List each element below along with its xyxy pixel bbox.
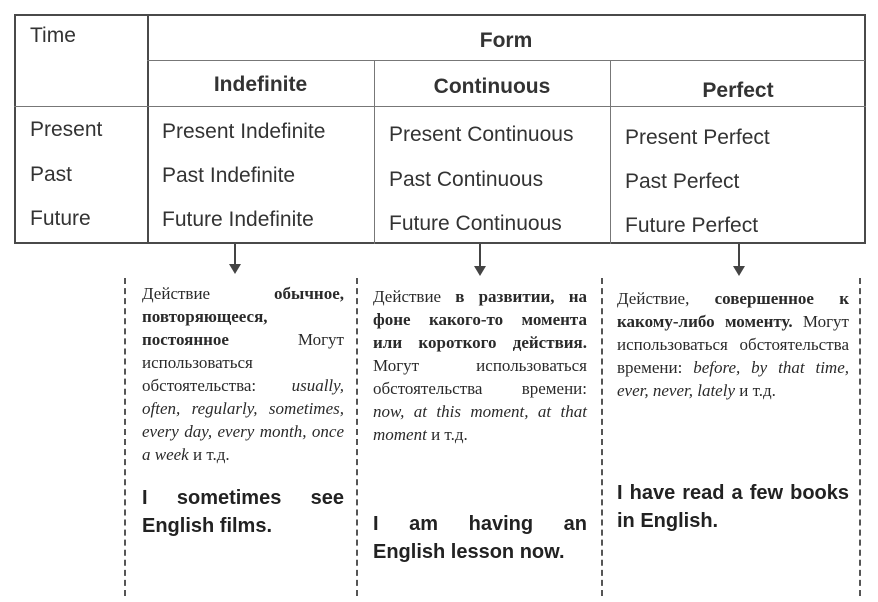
note-perfect: [617, 287, 849, 402]
row-label-past: Past: [30, 163, 73, 186]
arrow-head-continuous: [474, 266, 486, 276]
note-continuous-desc-end: Могут использоваться обстоятельства времени:: [373, 356, 587, 398]
table-border-top: [14, 14, 866, 16]
dashed-line-3: [601, 278, 603, 596]
form-header: Form: [479, 29, 533, 52]
note-continuous: [373, 285, 587, 446]
note-perfect-desc-end: Могут использоваться обстоятельства времени:: [617, 312, 849, 377]
cell-past-continuous: Past Continuous: [389, 168, 544, 191]
note-indefinite-desc-start: Действие: [142, 284, 275, 303]
cell-future-perfect: Future Perfect: [625, 214, 759, 237]
note-indefinite-adverbs: usually, often, regularly, sometimes, every day, every month, once a week: [142, 376, 344, 464]
note-indefinite-etc: и т.д.: [188, 445, 230, 464]
example-continuous: I am having an English lesson now.: [373, 513, 587, 563]
note-continuous-desc-start: Действие: [373, 287, 456, 306]
note-indefinite-desc-bold: обычное, повторяющееся, постоянное: [142, 284, 344, 349]
cell-present-indefinite: Present Indefinite: [162, 120, 326, 143]
dashed-line-4: [859, 278, 861, 596]
cell-present-perfect: Present Perfect: [625, 126, 770, 149]
cell-future-continuous: Future Continuous: [389, 212, 562, 235]
note-continuous-desc-bold: в развитии, на фоне какого-то момента или короткого действия.: [373, 287, 587, 352]
note-perfect-desc-start: Действие,: [617, 289, 715, 308]
row-label-present: Present: [30, 118, 103, 141]
cell-present-continuous: Present Continuous: [389, 123, 574, 146]
table-border-left: [14, 14, 16, 244]
note-perfect-etc: и т.д.: [735, 381, 776, 400]
dashed-line-1: [124, 278, 126, 596]
header-bottom-divider: [14, 106, 866, 107]
time-header: Time: [30, 24, 76, 47]
row-label-future: Future: [30, 207, 91, 230]
arrow-head-indefinite: [229, 264, 241, 274]
dashed-line-2: [356, 278, 358, 596]
cell-future-indefinite: Future Indefinite: [162, 208, 314, 231]
column-header-indefinite: Indefinite: [213, 73, 308, 96]
cell-past-indefinite: Past Indefinite: [162, 164, 296, 187]
note-perfect-desc-bold: совершенное к какому-либо моменту.: [617, 289, 849, 331]
note-perfect-adverbs: before, by that time, ever, never, lately: [617, 358, 850, 400]
cell-past-perfect: Past Perfect: [625, 170, 740, 193]
note-continuous-adverbs: now, at this moment, at that moment: [373, 402, 587, 444]
form-header-divider: [147, 60, 865, 61]
example-indefinite: I sometimes see English films.: [142, 487, 344, 537]
arrow-head-perfect: [733, 266, 745, 276]
column-header-perfect: Perfect: [702, 79, 774, 102]
example-perfect: I have read a few books in English.: [617, 482, 849, 532]
note-indefinite-desc-end: Могут использоваться обстоятельства:: [142, 330, 344, 395]
arrow-continuous: [479, 244, 481, 266]
arrow-indefinite: [234, 244, 236, 264]
note-continuous-etc: и т.д.: [426, 425, 468, 444]
note-indefinite: [142, 282, 344, 466]
arrow-perfect: [738, 244, 740, 266]
column-header-continuous: Continuous: [433, 75, 551, 98]
